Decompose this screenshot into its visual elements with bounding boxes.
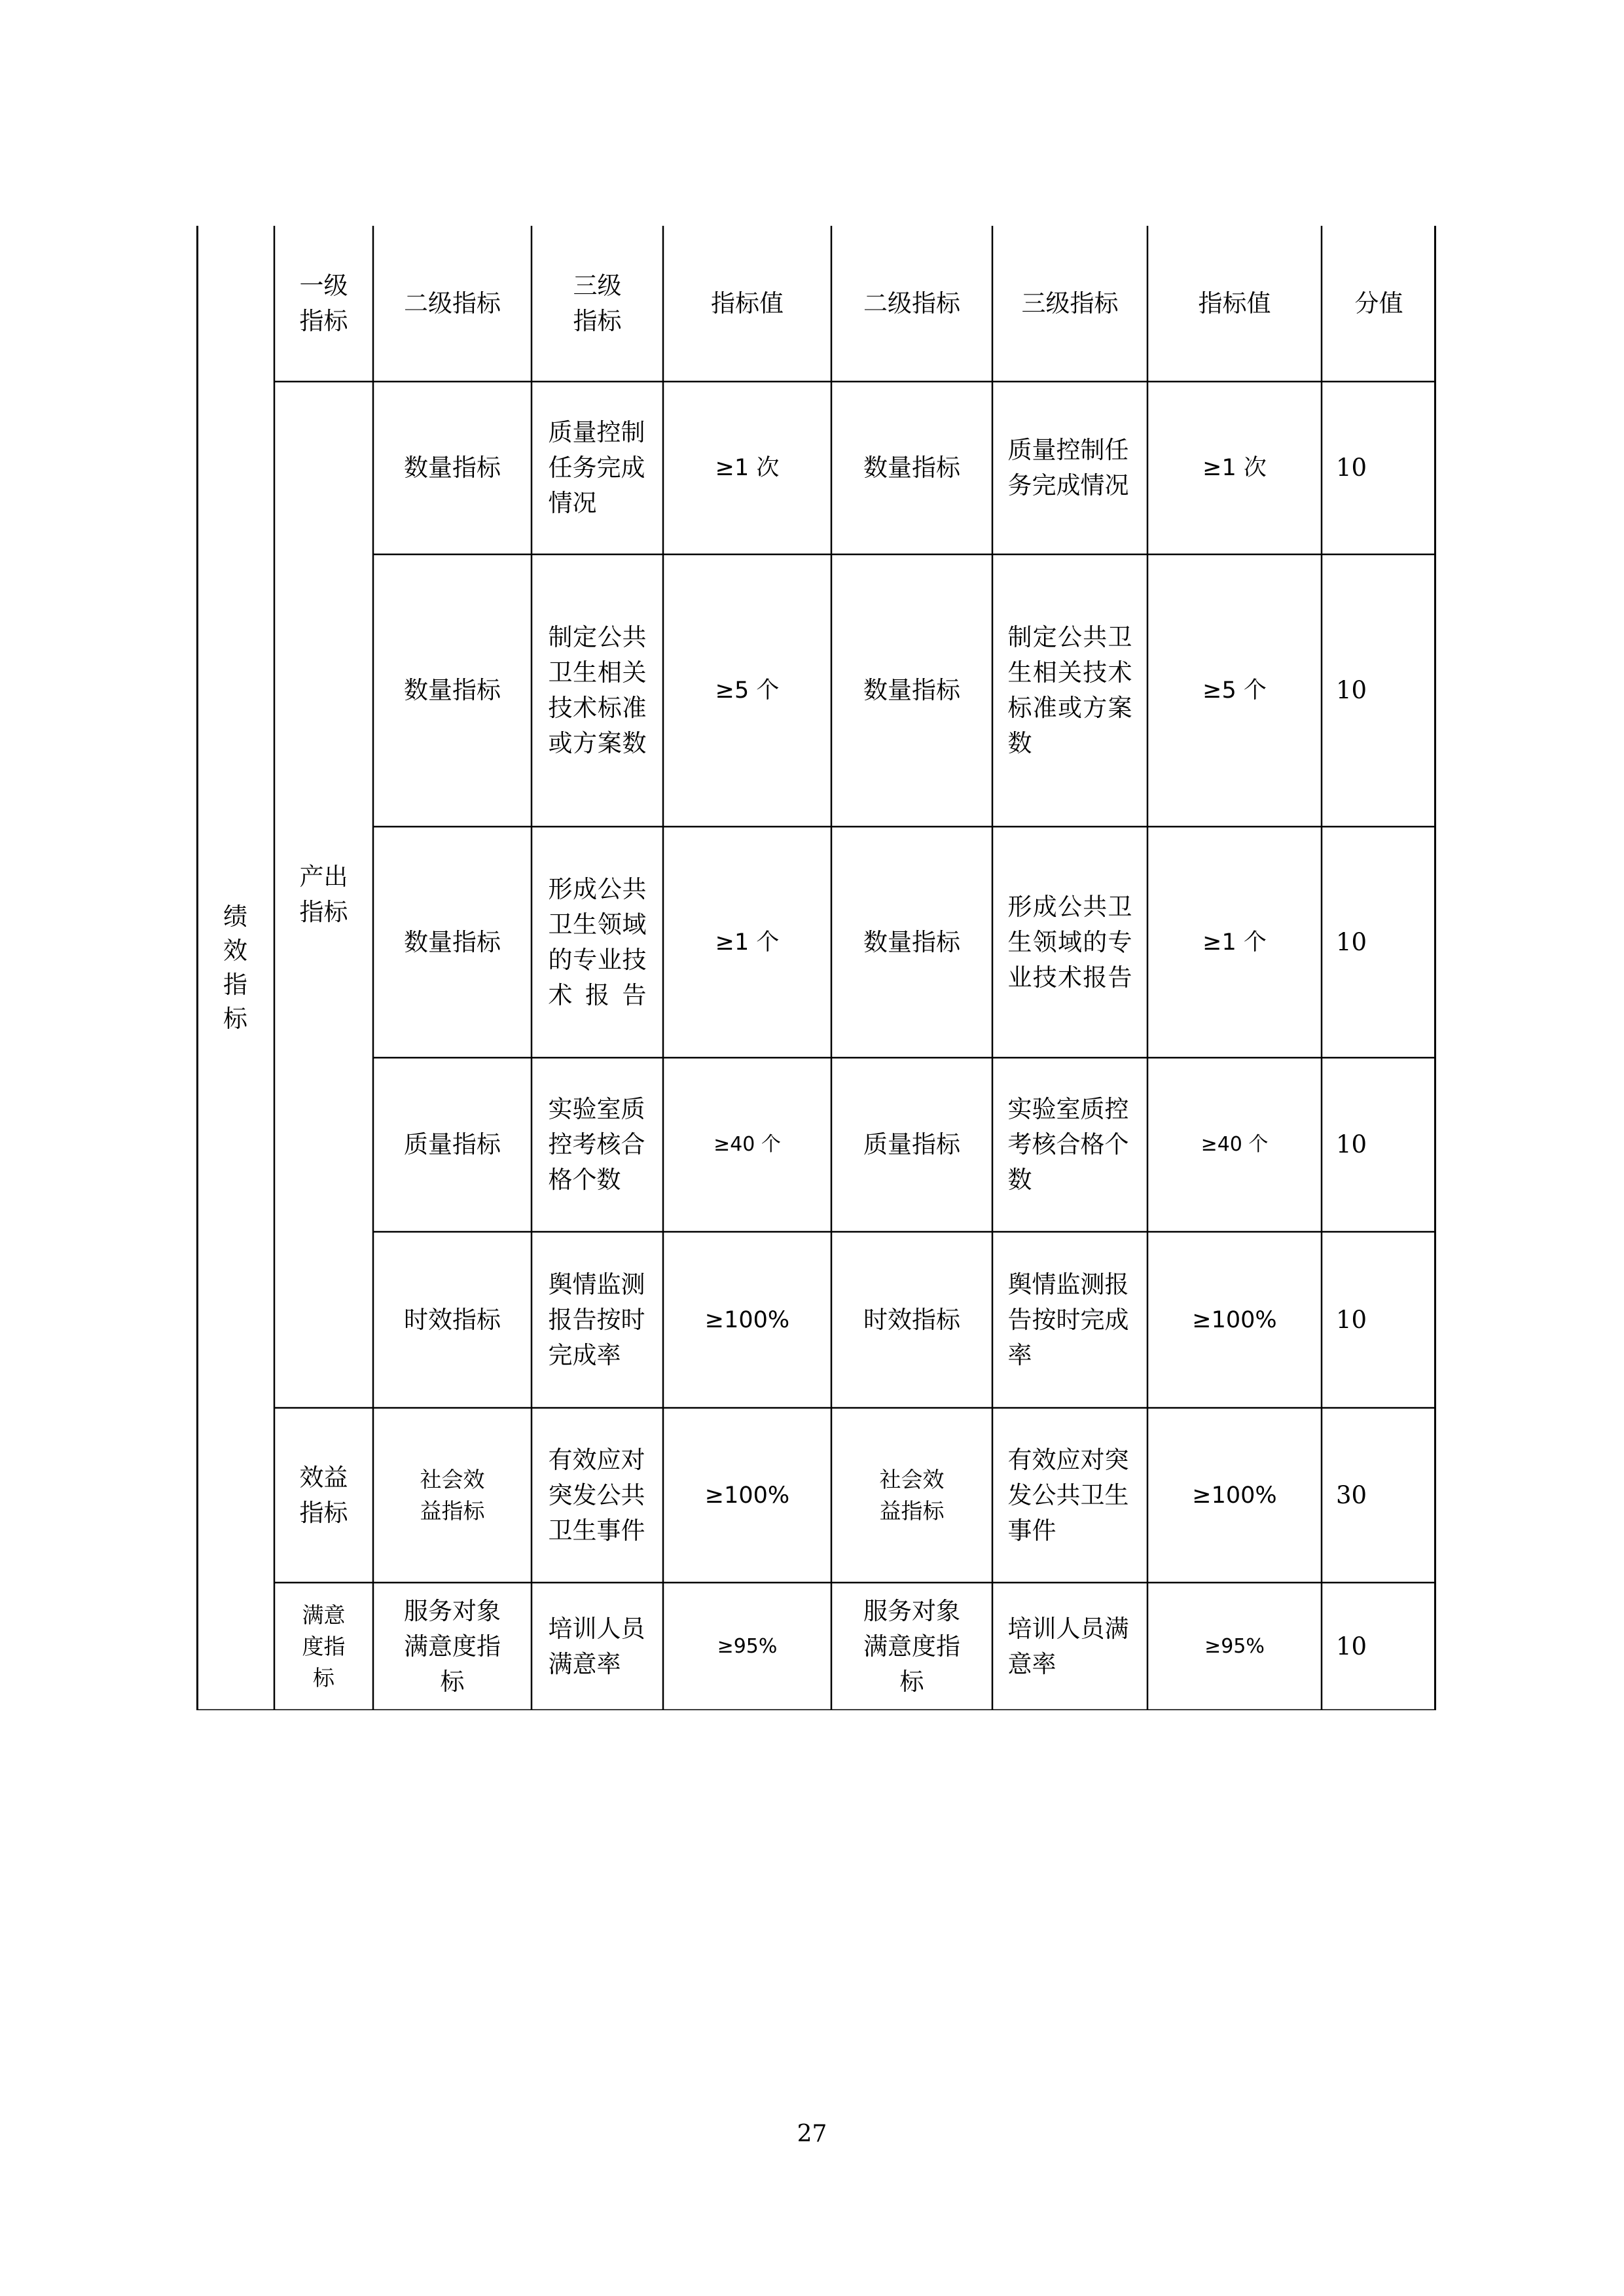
row-3-level2-b-text: 质量指标 xyxy=(863,1130,960,1158)
row-0-value-a xyxy=(663,382,831,554)
row-0-value-a-text: ≥1 次 xyxy=(715,455,780,481)
row-5-level2-b-text: 社会效益指标 xyxy=(879,1466,945,1524)
row-0-value-b xyxy=(1147,382,1322,554)
row-0-level3-b-text: 质量控制任务完成情况 xyxy=(1007,436,1129,499)
row-4-level2-a xyxy=(373,1232,532,1408)
row-3-score-text: 10 xyxy=(1336,1130,1367,1158)
row-5-level3-a-text: 有效应对突发公共卫生事件 xyxy=(548,1445,645,1545)
row-2-level3-a xyxy=(532,827,663,1058)
row-1-level3-a-text: 制定公共卫生相关技术标准或方案数 xyxy=(548,623,647,757)
row-2-level2-b xyxy=(831,827,992,1058)
row-1-value-b xyxy=(1147,554,1322,827)
row-0-level2-b xyxy=(831,382,992,554)
row-6-value-a-text: ≥95% xyxy=(717,1634,778,1658)
level1-cell-1 xyxy=(274,1408,373,1583)
row-5-level2-a xyxy=(373,1408,532,1583)
header-cell-1-text: 二级指标 xyxy=(404,289,501,317)
row-6-level2-a-text: 服务对象满意度指标 xyxy=(404,1596,501,1696)
row-2-level2-a xyxy=(373,827,532,1058)
row-0-value-b-text: ≥1 次 xyxy=(1202,455,1267,481)
row-0-level2-a-text: 数量指标 xyxy=(404,454,501,482)
row-3-value-a-text: ≥40 个 xyxy=(713,1133,781,1156)
row-6-level2-b-text: 服务对象满意度指标 xyxy=(863,1596,960,1696)
row-0-level2-b-text: 数量指标 xyxy=(863,454,960,482)
row-2-value-b-text: ≥1 个 xyxy=(1202,929,1267,956)
row-1-level3-b-text: 制定公共卫生相关技术标准或方案数 xyxy=(1007,623,1132,757)
row-5-value-b xyxy=(1147,1408,1322,1583)
header-cell-2 xyxy=(532,226,663,382)
row-2-value-a-text: ≥1 个 xyxy=(715,929,780,956)
row-6-level2-b xyxy=(831,1583,992,1710)
row-5-value-a xyxy=(663,1408,831,1583)
row-5-value-b-text: ≥100% xyxy=(1192,1482,1277,1509)
header-cell-1 xyxy=(373,226,532,382)
header-cell-7 xyxy=(1322,226,1436,382)
header-cell-2-text: 三级指标 xyxy=(573,272,622,335)
row-5-level3-b xyxy=(992,1408,1147,1583)
row-1-level2-b xyxy=(831,554,992,827)
header-cell-0-text: 一级指标 xyxy=(299,272,348,335)
row-1-level2-a-text: 数量指标 xyxy=(404,676,501,704)
row-6-level3-b xyxy=(992,1583,1147,1710)
row-4-level2-b xyxy=(831,1232,992,1408)
row-2-score xyxy=(1322,827,1436,1058)
row-1-level3-b xyxy=(992,554,1147,827)
header-cell-5 xyxy=(992,226,1147,382)
row-4-score xyxy=(1322,1232,1436,1408)
row-5-level2-a-text: 社会效益指标 xyxy=(420,1466,485,1524)
row-3-level3-b-text: 实验室质控考核合格个数 xyxy=(1007,1095,1129,1194)
row-5-score-text: 30 xyxy=(1336,1480,1367,1509)
row-0-level2-a xyxy=(373,382,532,554)
level1-cell-0 xyxy=(274,382,373,1408)
row-6-score-text: 10 xyxy=(1336,1632,1367,1660)
row-2-level3-b-text: 形成公共卫生领域的专业技术报告 xyxy=(1007,892,1132,992)
page-number: 27 xyxy=(797,2121,827,2147)
row-2-level2-b-text: 数量指标 xyxy=(863,927,960,956)
row-0-level3-a-text: 质量控制任务完成情况 xyxy=(548,418,645,517)
row-4-level2-b-text: 时效指标 xyxy=(863,1305,960,1334)
side-label-text: 绩效指标 xyxy=(223,903,247,1033)
row-3-value-a xyxy=(663,1058,831,1232)
row-1-level3-a xyxy=(532,554,663,827)
row-2-value-b xyxy=(1147,827,1322,1058)
row-1-level2-a xyxy=(373,554,532,827)
row-0-level3-b xyxy=(992,382,1147,554)
row-5-level3-a xyxy=(532,1408,663,1583)
row-5-level2-b xyxy=(831,1408,992,1583)
row-1-level2-b-text: 数量指标 xyxy=(863,676,960,704)
row-4-level3-b-text: 舆情监测报告按时完成率 xyxy=(1007,1270,1129,1369)
row-4-value-a-text: ≥100% xyxy=(704,1306,790,1333)
header-cell-3-text: 指标值 xyxy=(711,289,784,317)
row-5-value-a-text: ≥100% xyxy=(704,1482,790,1509)
row-4-value-b xyxy=(1147,1232,1322,1408)
row-2-level3-b xyxy=(992,827,1147,1058)
row-6-level2-a xyxy=(373,1583,532,1710)
row-0-level3-a xyxy=(532,382,663,554)
row-1-value-b-text: ≥5 个 xyxy=(1202,677,1267,704)
row-3-value-b-text: ≥40 个 xyxy=(1200,1133,1269,1156)
row-2-score-text: 10 xyxy=(1336,927,1367,956)
row-3-value-b xyxy=(1147,1058,1322,1232)
header-cell-3 xyxy=(663,226,831,382)
level1-cell-2 xyxy=(274,1583,373,1710)
header-cell-5-text: 三级指标 xyxy=(1021,289,1119,317)
row-6-score xyxy=(1322,1583,1436,1710)
row-3-level3-a xyxy=(532,1058,663,1232)
row-4-level3-a xyxy=(532,1232,663,1408)
header-cell-7-text: 分值 xyxy=(1354,289,1403,317)
row-6-level3-a-text: 培训人员满意率 xyxy=(548,1614,645,1678)
row-1-value-a-text: ≥5 个 xyxy=(715,677,780,704)
row-2-level3-a-text: 形成公共卫生领域的专业技术报告 xyxy=(548,874,647,1009)
row-6-level3-b-text: 培训人员满意率 xyxy=(1007,1614,1129,1678)
row-3-level3-b xyxy=(992,1058,1147,1232)
row-4-value-b-text: ≥100% xyxy=(1192,1306,1277,1333)
row-1-value-a xyxy=(663,554,831,827)
row-2-level2-a-text: 数量指标 xyxy=(404,927,501,956)
row-4-level2-a-text: 时效指标 xyxy=(404,1305,501,1334)
row-3-level2-a xyxy=(373,1058,532,1232)
header-cell-4 xyxy=(831,226,992,382)
row-5-score xyxy=(1322,1408,1436,1583)
row-3-score xyxy=(1322,1058,1436,1232)
row-3-level2-a-text: 质量指标 xyxy=(404,1130,501,1158)
header-cell-6 xyxy=(1147,226,1322,382)
row-2-value-a xyxy=(663,827,831,1058)
row-6-level3-a xyxy=(532,1583,663,1710)
row-0-score xyxy=(1322,382,1436,554)
row-4-level3-b xyxy=(992,1232,1147,1408)
level1-cell-1-text: 效益指标 xyxy=(299,1463,348,1527)
row-0-score-text: 10 xyxy=(1336,454,1367,482)
row-6-value-b xyxy=(1147,1583,1322,1710)
row-3-level3-a-text: 实验室质控考核合格个数 xyxy=(548,1095,645,1194)
row-1-score-text: 10 xyxy=(1336,676,1367,704)
row-5-level3-b-text: 有效应对突发公共卫生事件 xyxy=(1007,1445,1129,1545)
row-3-level2-b xyxy=(831,1058,992,1232)
row-6-value-b-text: ≥95% xyxy=(1204,1634,1265,1658)
row-4-score-text: 10 xyxy=(1336,1305,1367,1334)
performance-indicator-table xyxy=(196,226,1436,1710)
header-cell-4-text: 二级指标 xyxy=(863,289,960,317)
row-1-score xyxy=(1322,554,1436,827)
row-6-value-a xyxy=(663,1583,831,1710)
level1-cell-2-text: 满意度指标 xyxy=(302,1602,346,1691)
side-label xyxy=(196,226,274,1710)
header-cell-0 xyxy=(274,226,373,382)
header-cell-6-text: 指标值 xyxy=(1198,289,1271,317)
row-4-value-a xyxy=(663,1232,831,1408)
row-4-level3-a-text: 舆情监测报告按时完成率 xyxy=(548,1270,645,1369)
level1-cell-0-text: 产出指标 xyxy=(299,863,348,926)
